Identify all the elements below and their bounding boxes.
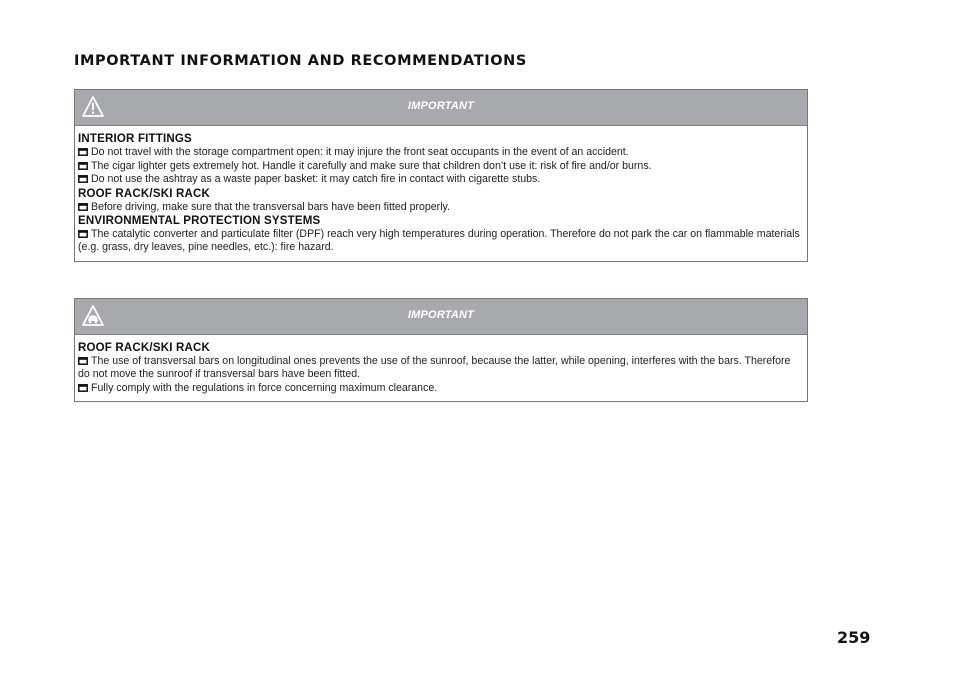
bullet-item xyxy=(78,160,804,173)
bullet-text: The catalytic converter and particulate filter (DPF) reach very high temperatures during operation. Therefore do not park the car on flammable materials (e.g. grass, dry leaves, pine needles, etc.): fire hazard. xyxy=(78,228,800,253)
section-title-environmental: ENVIRONMENTAL PROTECTION SYSTEMS xyxy=(78,215,321,227)
page-heading: IMPORTANT INFORMATION AND RECOMMENDATIONS xyxy=(74,53,527,69)
bullet-text: The use of transversal bars on longitudinal ones prevents the use of the sunroof, because the latter, while opening, interferes with the bars. Therefore do not move the sunroof if transversal bars have been fitted. xyxy=(78,355,791,380)
box-header xyxy=(75,90,807,126)
box-header xyxy=(75,299,807,335)
section-title-interior-fittings: INTERIOR FITTINGS xyxy=(78,133,192,145)
box-header-label: IMPORTANT xyxy=(407,309,475,321)
bullet-text: Fully comply with the regulations in force concerning maximum clearance. xyxy=(91,381,438,394)
bullet-item xyxy=(78,146,804,159)
box-header-label: IMPORTANT xyxy=(407,100,475,112)
bullet-icon xyxy=(78,203,88,211)
bullet-item xyxy=(78,173,804,186)
important-box-roof-rack xyxy=(74,298,808,402)
important-box-interior xyxy=(74,89,808,262)
bullet-item xyxy=(78,228,804,254)
bullet-item xyxy=(78,355,804,381)
section-title-roof-rack: ROOF RACK/SKI RACK xyxy=(78,187,211,200)
bullet-icon xyxy=(78,175,88,183)
bullet-icon xyxy=(78,148,88,156)
box-body xyxy=(75,335,807,401)
bullet-item xyxy=(78,201,804,214)
bullet-icon xyxy=(78,384,88,392)
section-title-roof-rack: ROOF RACK/SKI RACK xyxy=(78,342,211,354)
bullet-text: The cigar lighter gets extremely hot. Handle it carefully and make sure that children don’t use it: risk of fire and/or burns. xyxy=(91,159,652,172)
bullet-text: Do not use the ashtray as a waste paper basket: it may catch fire in contact with cigarette stubs. xyxy=(91,173,541,185)
bullet-icon xyxy=(78,230,88,238)
bullet-icon xyxy=(78,162,88,170)
bullet-text: Do not travel with the storage compartment open: it may injure the front seat occupants in the event of an accident. xyxy=(91,146,629,158)
page-number: 259 xyxy=(837,628,871,647)
bullet-text: Before driving, make sure that the transversal bars have been fitted properly. xyxy=(91,200,451,213)
bullet-icon xyxy=(78,357,88,365)
box-body xyxy=(75,126,807,261)
bullet-item xyxy=(78,382,804,395)
